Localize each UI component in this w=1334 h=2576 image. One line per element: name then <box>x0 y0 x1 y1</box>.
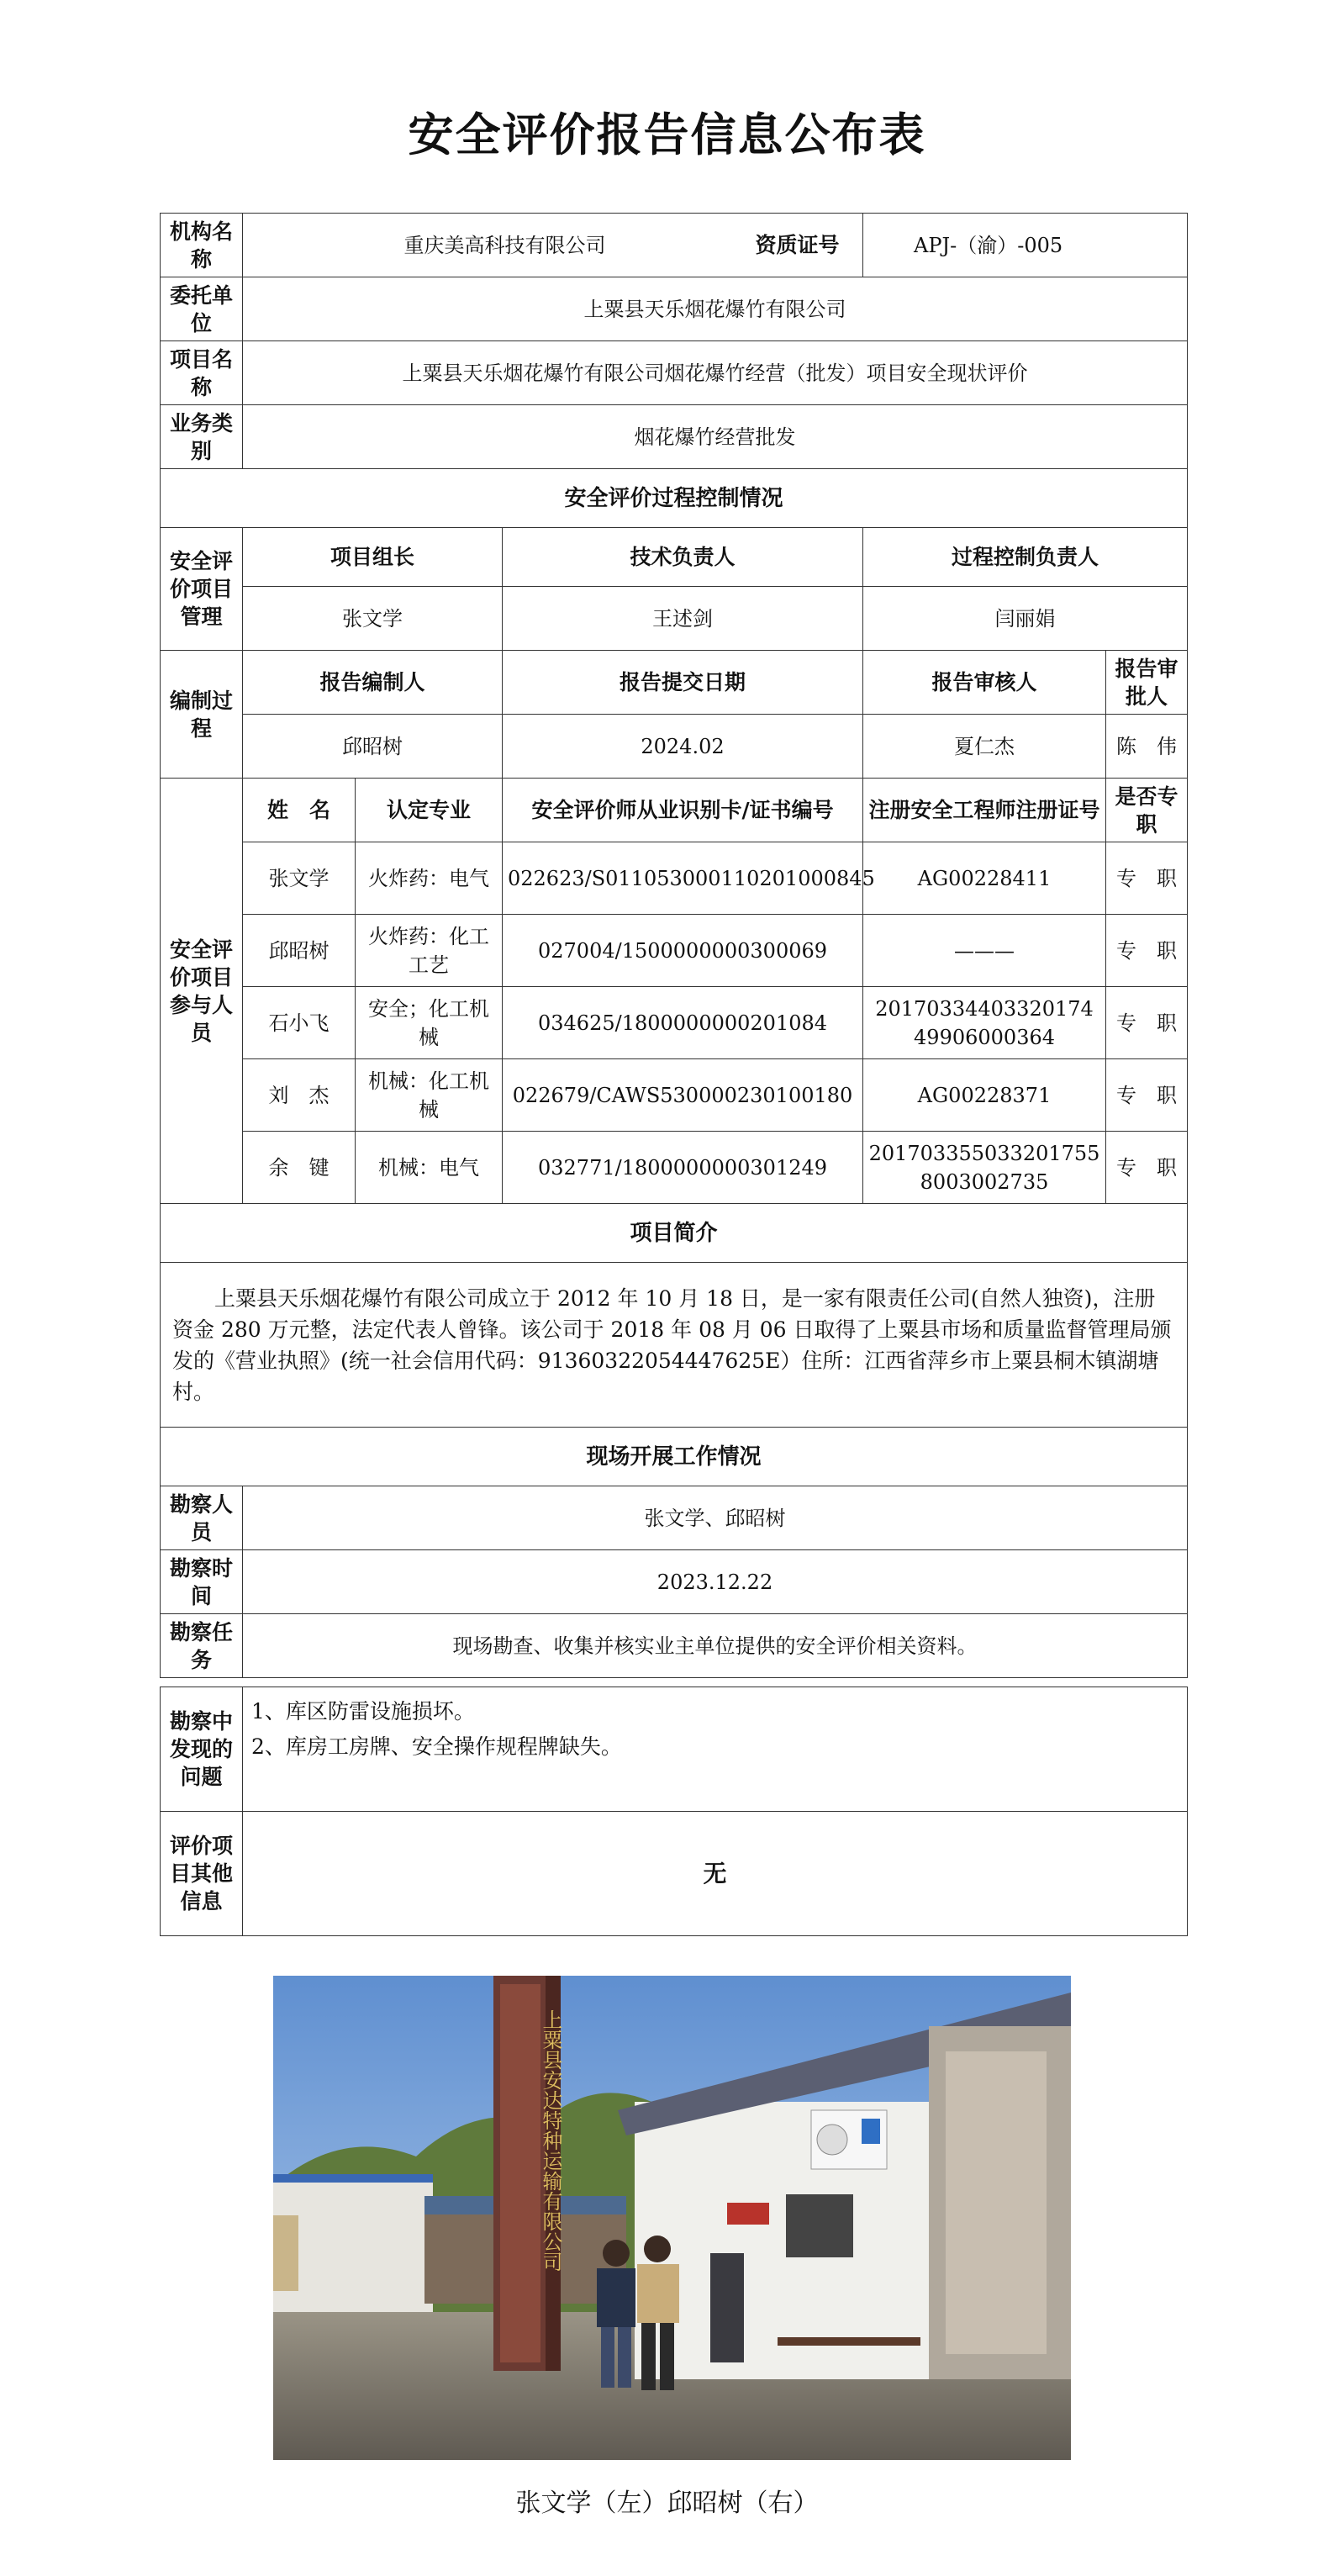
participants-header-reg: 注册安全工程师注册证号 <box>863 779 1106 842</box>
participant-major: 机械：化工机械 <box>356 1059 503 1132</box>
survey-task-label: 勘察任务 <box>161 1614 243 1678</box>
management-label: 安全评价项目管理 <box>161 528 243 651</box>
participant-row <box>161 987 1188 1059</box>
process-section-title: 安全评价过程控制情况 <box>161 469 1188 528</box>
participants-header-cert: 安全评价师从业识别卡/证书编号 <box>503 779 863 842</box>
site-photo <box>273 1976 1071 2460</box>
participant-row <box>161 1059 1188 1132</box>
other-label: 评价项目其他信息 <box>161 1812 243 1936</box>
compile-header-reviewer: 报告审核人 <box>863 651 1106 715</box>
cert-label: 资质证号 <box>732 214 863 277</box>
participant-name: 邱昭树 <box>243 915 356 987</box>
project-label: 项目名称 <box>161 341 243 405</box>
management-leader: 张文学 <box>243 587 503 651</box>
participant-reg: AG00228371 <box>863 1059 1106 1132</box>
client-label: 委托单位 <box>161 277 243 341</box>
participant-fulltime: 专 职 <box>1106 1132 1188 1204</box>
participant-reg: AG00228411 <box>863 842 1106 915</box>
survey-time-label: 勘察时间 <box>161 1550 243 1614</box>
participant-cert: 034625/1800000000201084 <box>503 987 863 1059</box>
participant-major: 火炸药：化工工艺 <box>356 915 503 987</box>
participant-cert: 022679/CAWS530000230100180 <box>503 1059 863 1132</box>
management-tech: 王述剑 <box>503 587 863 651</box>
participants-label: 安全评价项目参与人员 <box>161 779 243 1204</box>
participant-name: 刘 杰 <box>243 1059 356 1132</box>
participant-cert: 022623/S011053000110201000845 <box>503 842 863 915</box>
survey-task-value: 现场勘查、收集并核实业主单位提供的安全评价相关资料。 <box>243 1614 1188 1678</box>
project-value: 上粟县天乐烟花爆竹有限公司烟花爆竹经营（批发）项目安全现状评价 <box>243 341 1188 405</box>
info-table <box>160 213 1188 1678</box>
bench <box>778 2337 920 2346</box>
participant-name: 石小飞 <box>243 987 356 1059</box>
participant-cert: 032771/1800000000301249 <box>503 1132 863 1204</box>
cert-cell <box>755 214 1188 277</box>
window <box>786 2194 853 2257</box>
intro-section-title: 项目简介 <box>161 1204 1188 1263</box>
participant-major: 安全；化工机械 <box>356 987 503 1059</box>
participant-row <box>161 915 1188 987</box>
compile-header-date: 报告提交日期 <box>503 651 863 715</box>
management-header-leader: 项目组长 <box>243 528 503 587</box>
issues-list <box>243 1687 1188 1812</box>
cert-value: APJ-（渝）-005 <box>914 233 1063 257</box>
pillar-sign: 上粟县安达特种运输有限公司 <box>539 2009 562 2272</box>
participant-fulltime: 专 职 <box>1106 842 1188 915</box>
participant-fulltime: 专 职 <box>1106 987 1188 1059</box>
business-value: 烟花爆竹经营批发 <box>243 405 1188 469</box>
issues-label: 勘察中发现的问题 <box>161 1687 243 1812</box>
participant-fulltime: 专 职 <box>1106 915 1188 987</box>
compile-approver: 陈 伟 <box>1106 715 1188 779</box>
management-header-tech: 技术负责人 <box>503 528 863 587</box>
participant-row <box>161 1132 1188 1204</box>
compile-author: 邱昭树 <box>243 715 503 779</box>
participant-major: 火炸药：电气 <box>356 842 503 915</box>
participant-major: 机械：电气 <box>356 1132 503 1204</box>
participant-fulltime: 专 职 <box>1106 1059 1188 1132</box>
issues-table <box>160 1687 1188 1936</box>
survey-people-value: 张文学、邱昭树 <box>243 1486 1188 1550</box>
compile-date: 2024.02 <box>503 715 863 779</box>
client-value: 上粟县天乐烟花爆竹有限公司 <box>243 277 1188 341</box>
other-value: 无 <box>243 1812 1188 1936</box>
compile-reviewer: 夏仁杰 <box>863 715 1106 779</box>
survey-time-value: 2023.12.22 <box>243 1550 1188 1614</box>
site-section-title: 现场开展工作情况 <box>161 1428 1188 1486</box>
participant-cert: 027004/1500000000300069 <box>503 915 863 987</box>
issue-item: 2、库房工房牌、安全操作规程牌缺失。 <box>251 1734 622 1759</box>
participant-reg: 20170334403320174 49906000364 <box>863 987 1106 1059</box>
page-title: 安全评价报告信息公布表 <box>408 108 926 161</box>
participant-reg: 201703355033201755 8003002735 <box>863 1132 1106 1204</box>
participant-reg: ——— <box>863 915 1106 987</box>
org-label: 机构名称 <box>161 214 243 277</box>
participants-header-fulltime: 是否专职 <box>1106 779 1188 842</box>
intro-text: 上粟县天乐烟花爆竹有限公司成立于 2012 年 10 月 18 日，是一家有限责任公司(自然人独资)，注册资金 280 万元整，法定代表人曾锋。该公司于 2018 年 08 月 06 日取得了上粟县市场和质量监督管理局颁发的《营业执照》(统一社会信用代码：91360322054447625E）住所：江西省萍乡市上粟县桐木镇湖塘村。 <box>161 1263 1188 1428</box>
participant-name: 余 键 <box>243 1132 356 1204</box>
participants-header-name: 姓 名 <box>243 779 356 842</box>
org-value: 重庆美高科技有限公司 <box>243 214 863 277</box>
compile-header-approver: 报告审批人 <box>1106 651 1188 715</box>
business-label: 业务类别 <box>161 405 243 469</box>
photo-caption: 张文学（左）邱昭树（右） <box>515 2489 819 2518</box>
issue-item: 1、库区防雷设施损坏。 <box>251 1699 475 1723</box>
survey-people-label: 勘察人员 <box>161 1486 243 1550</box>
management-header-control: 过程控制负责人 <box>863 528 1188 587</box>
org-row <box>161 214 1188 277</box>
participant-row <box>161 842 1188 915</box>
management-control: 闫丽娟 <box>863 587 1188 651</box>
compile-label: 编制过程 <box>161 651 243 779</box>
compile-header-author: 报告编制人 <box>243 651 503 715</box>
participant-name: 张文学 <box>243 842 356 915</box>
participants-header-major: 认定专业 <box>356 779 503 842</box>
